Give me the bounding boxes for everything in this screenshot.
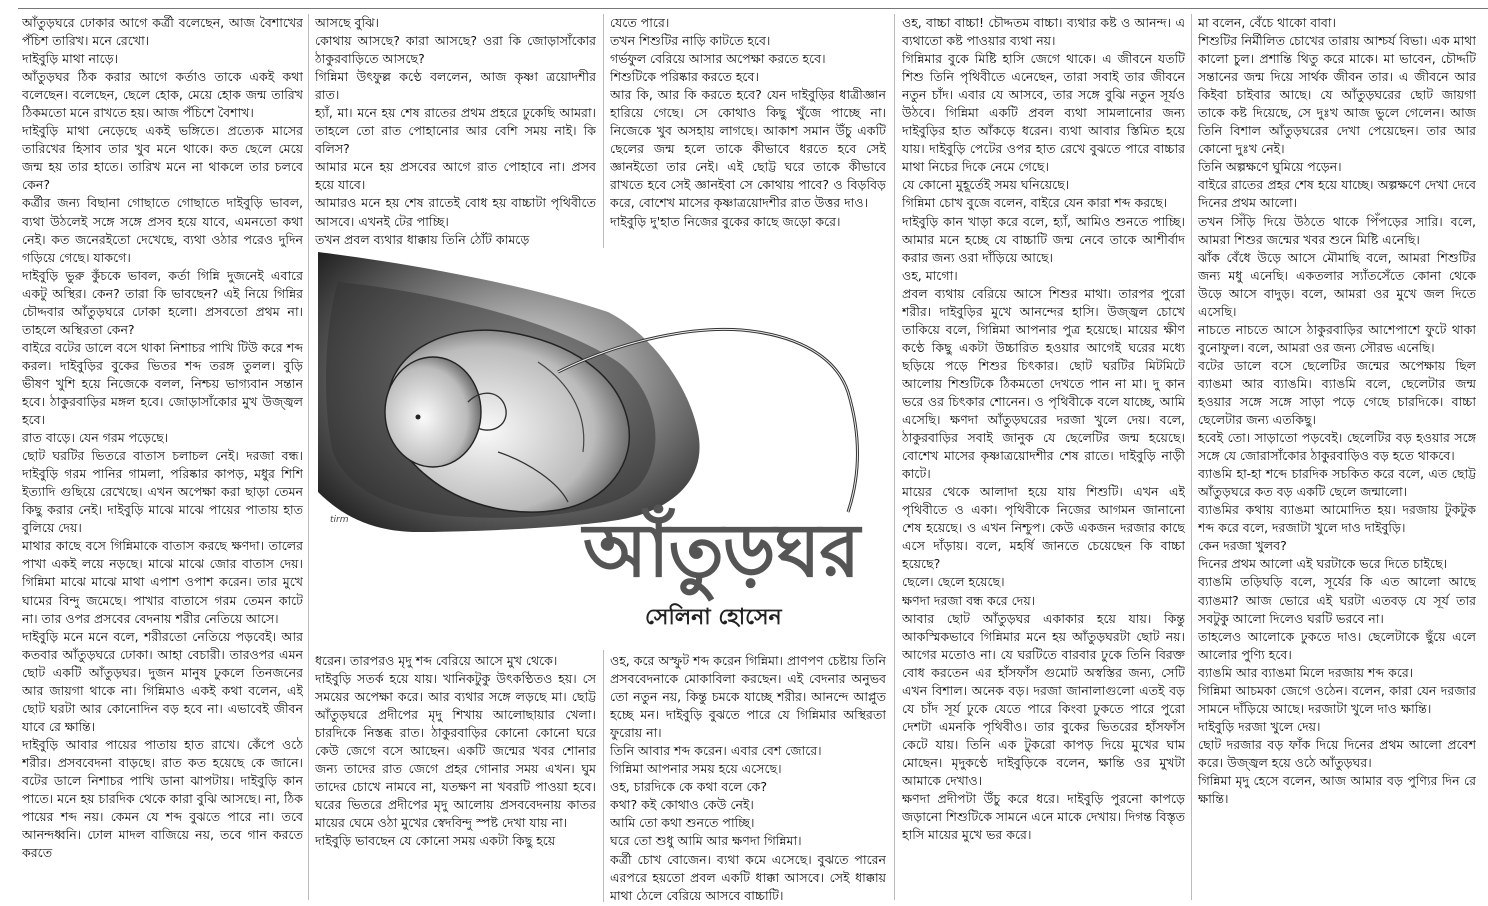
- paragraph: শিশুটিকে পরিষ্কার করতে হবে।: [610, 69, 759, 85]
- paragraph: দাইবুড়ি আবার পায়ের পাতায় হাত রাখে। কেঁপে ওঠে শরীর। প্রসববেদনা বাড়ছে। রাত কত হয়েছে কে জানে। বটের ডালে নিশাচর পাখি ডানা ঝাপটায়। দাইবুড়ি কান পাতে। মনে হয় চারদিক থেকে কারা বুঝি আসছে। না, ঠিক পায়ের শব্দ নয়। কেমন যে শব্দ বুঝতে পারে না। তবে আনন্দধ্বনি। ঢোল মাদল বাজিয়ে নয়, তবে গান করতে করতে: [22, 736, 303, 861]
- paragraph: নাচতে নাচতে আসে ঠাকুরবাড়ির আশেপাশে ফুটে থাকা বুনোফুল। বলে, আমরা ওর জন্য সৌরভ এনেছি।: [1198, 321, 1476, 355]
- column-divider: [308, 14, 309, 900]
- paragraph: হ্যাঁ, মা। মনে হয় শেষ রাতের প্রথম প্রহরে ঢুকেছি আমরা। তাহলে তো রাত পোহানোর আর বেশি সময় নাই। কি বলিস?: [315, 105, 596, 157]
- column-divider: [1191, 14, 1192, 900]
- paragraph: কোথায় আসছে? কারা আসছে? ওরা কি জোড়াসাঁকোর ঠাকুরবাড়িতে আসছে?: [315, 33, 596, 67]
- paragraph: ওহ, মাগো।: [902, 267, 958, 283]
- paragraph: গিন্নিমা আচমকা জেগে ওঠেন। বলেন, কারা যেন দরজার সামনে দাঁড়িয়ে আছে। দরজাটা খুলে দাও ক্ষান্তি।: [1198, 682, 1476, 716]
- article-column-2-top: [315, 14, 596, 248]
- paragraph: বাইরে বটের ডালে বসে থাকা নিশাচর পাখি টিউ করে শব্দ করল। দাইবুড়ির বুকের ভিতর শব্দ তরঙ্গ তুলল। বুড়ি ভীষণ খুশি হয়ে নিজেকে বলল, নিশ্চয় ভাগ্যবান সন্তান হবে। ঠাকুরবাড়ির মঙ্গল হবে। জোড়াসাঁকোর মুখ উজ্জ্বল হবে।: [22, 339, 303, 428]
- paragraph: কর্ত্রী চোখ বোজেন। ব্যথা কমে এসেছে। বুঝতে পারেন এরপরে হয়তো প্রবল একটি ধাক্কা আসবে। সেই ধাক্কায় মাথা ঠেলে বেরিয়ে আসবে বাচ্চাটি।: [610, 851, 886, 903]
- paragraph: তাহলেও আলোকে ঢুকতে দাও। ছেলেটাকে ছুঁয়ে এলে আলোর পুণ্যি হবে।: [1198, 628, 1476, 662]
- paragraph: তখন শিশুটির নাড়ি কাটতে হবে।: [610, 33, 771, 49]
- column-divider: [603, 14, 604, 248]
- paragraph: ওহ, চারদিকে কে কথা বলে কে?: [610, 779, 768, 795]
- paragraph: তখন সিঁড়ি দিয়ে উঠতে থাকে পিঁপড়ের সারি। বলে, আমরা শিশুর জন্মের খবর শুনে মিষ্টি এনেছি।: [1198, 213, 1476, 247]
- paragraph: ব্যাঙমির কথায় ব্যাঙমা আমোদিত হয়। দরজায় টুকটুক শব্দ করে বলে, দরজাটা খুলে দাও দাইবুড়ি।: [1198, 502, 1476, 536]
- paragraph: আমি তো কথা শুনতে পাচ্ছি।: [610, 815, 755, 831]
- paragraph: দাইবুড়ি সতর্ক হয়ে যায়। খানিকটুকু উৎকণ্ঠিতও হয়। সে সময়ের অপেক্ষা করে। আর ব্যথার সঙ্গে লড়ছে মা। ছোট্ট আঁতুড়ঘরে প্রদীপের মৃদু শিখায় আলোছায়ার খেলা। চারদিকে নিস্তব্ধ রাত। ঠাকুরবাড়ির কোনো কোনো ঘরে কেউ জেগে বসে আছেন। একটি জন্মের খবর শোনার জন্য তাদের রাত জেগে প্রহর গোনার সময় এখন। ঘুম তাদের চোখে নামবে না, যতক্ষণ না খবরটি পাওয়া হবে। ঘরের ভিতরে প্রদীপের মৃদু আলোয় প্রসববেদনায় কাতর মায়ের ঘেমে ওঠা মুখের স্বেদবিন্দু স্পষ্ট দেখা যায় না।: [315, 671, 596, 831]
- top-rule: [18, 8, 1488, 9]
- paragraph: ব্যাঙমি তড়িঘড়ি বলে, সূর্যের কি এত আলো আছে ব্যাঙমা? আজ ভোরে এই ঘরটা এতবড় যে সূর্য তার সবটুকু আলো দিলেও ঘরটি ভরবে না।: [1198, 574, 1476, 626]
- paragraph: ঝাঁক বেঁধে উড়ে আসে মৌমাছি বলে, আমরা শিশুটির জন্য মধু এনেছি। একতলার স্যাঁতসেঁতে কোনা থেকে উড়ে আসে বাদুড়। বলে, আমরা ওর মুখে জল দিতে এসেছি।: [1198, 249, 1476, 319]
- column-divider: [603, 650, 604, 902]
- paragraph: দাইবুড়ি মাথা নাড়ে।: [22, 51, 119, 67]
- paragraph: ব্যাঙমি আর ব্যাঙমা মিলে দরজায় শব্দ করে।: [1198, 664, 1414, 680]
- paragraph: দিনের প্রথম আলো এই ঘরটাকে ভরে দিতে চাইছে।: [1198, 556, 1448, 572]
- paragraph: ছোট দরজার বড় ফাঁক দিয়ে দিনের প্রথম আলো প্রবেশ করে। উজ্জ্বল হয়ে ওঠে আঁতুড়ঘর।: [1198, 736, 1476, 770]
- paragraph: দাইবুড়ি ভাবছেন যে কোনো সময় একটা কিছু হয়ে: [315, 833, 556, 849]
- paragraph: কথা? কই কোথাও কেউ নেই।: [610, 797, 754, 813]
- paragraph: আঁতুড়ঘরে ঢোকার আগে কর্ত্রী বলেছেন, আজ বৈশাখের পঁচিশ তারিখ। মনে রেখো।: [22, 15, 303, 49]
- article-title: আঁতুড়ঘর: [583, 508, 860, 594]
- column-divider: [894, 14, 895, 900]
- article-author: সেলিনা হোসেন: [645, 605, 782, 630]
- paragraph: আবার ছোট আঁতুড়ঘর একাকার হয়ে যায়। কিন্তু আকস্মিকভাবে গিন্নিমার মনে হয় আঁতুড়ঘরটা ছোট নয়। আগের মতোও না। যে ঘরটিতে বারবার ঢুকে তিনি বিরক্ত বোধ করতেন এর হাঁসফাঁস গুমোট অস্বস্তির জন্য, সেটি এখন বিশাল। অনেক বড়। দরজা জানালাগুলো এতই বড় যে চাঁদ সূর্য ঢুকে যেতে পারে কিংবা ঢুকতে পারে পুরো দেশটা এমনকি পৃথিবীও। তার বুকের ভিতরের হাঁসফাঁস কেটে যায়। তিনি এক টুকরো কাপড় দিয়ে মুখের ঘাম মোছেন। মৃদুকণ্ঠে দাইবুড়িকে বলেন, ক্ষান্তি ওর মুখটা আমাকে দেখাও।: [902, 610, 1185, 788]
- paragraph: ছোট ঘরটির ভিতরে বাতাস চলাচল নেই। দরজা বন্ধ। দাইবুড়ি গরম পানির গামলা, পরিষ্কার কাপড়, মধুর শিশি ইত্যাদি গুছিয়ে রেখেছে। এখন অপেক্ষা করা ছাড়া তেমন কিছু করার নেই। দাইবুড়ি মাঝে মাঝে পায়ের পাতায় হাত বুলিয়ে দেয়।: [22, 448, 303, 536]
- paragraph: গিন্নিমা উৎফুল্ল কণ্ঠে বললেন, আজ কৃষ্ণা ত্রয়োদশীর রাত।: [315, 69, 596, 103]
- paragraph: ওহ, করে অস্ফুট শব্দ করেন গিন্নিমা। প্রাণপণ চেষ্টায় তিনি প্রসববেদনাকে মোকাবিলা করছেন। এই বেদনার অনুভব তো নতুন নয়, কিন্তু চমকে যাচ্ছে শরীর। আনন্দে আপ্লুত হচ্ছে মন। দাইবুড়ি বুঝতে পারে যে গিন্নিমার অস্থিরতা ফুরোয় না।: [610, 653, 886, 741]
- paragraph: যে কোনো মুহূর্তেই সময় ঘনিয়েছে।: [902, 177, 1070, 193]
- article-column-4: [902, 14, 1185, 904]
- paragraph: কর্ত্রীর জন্য বিছানা গোছাতে গোছাতে দাইবুড়ি ভাবল, ব্যথা উঠলেই সঙ্গে সঙ্গে প্রসব হয়ে যাবে, এমনতো কথা নেই। কত জনেরইতো দেখেছে, ব্যথা ওঠার পরেও দুদিন গড়িয়ে গেছে। যাকগে।: [22, 195, 303, 265]
- paragraph: গিন্নিমা মৃদু হেসে বলেন, আজ আমার বড় পুণ্যির দিন রে ক্ষান্তি।: [1198, 772, 1476, 807]
- paragraph: যেতে পারে।: [610, 15, 670, 30]
- paragraph: ওহ, বাচ্চা বাচ্চা! চৌদ্দতম বাচ্চা। ব্যথার কষ্ট ও আনন্দ। এ ব্যথাতো কষ্ট পাওয়ার ব্যথা নয়।: [902, 15, 1185, 49]
- paragraph: মায়ের থেকে আলাদা হয়ে যায় শিশুটি। এখন এই পৃথিবীতে ও একা। পৃথিবীকে নিজের আগমন জানানো শেষ হয়েছে। ও এখন নিশ্চুপ। কেউ একজন দরজার কাছে এসে দাঁড়ায়। বলে, মহর্ষি জানতে চেয়েছেন কি বাচ্চা হয়েছে?: [902, 484, 1185, 572]
- paragraph: তিনি অল্পক্ষণে ঘুমিয়ে পড়েন।: [1198, 159, 1342, 175]
- paragraph: আমার মনে হয় প্রসবের আগে রাত পোহাবে না। প্রসব হয়ে যাবে।: [315, 159, 596, 193]
- paragraph: ছেলে। ছেলে হয়েছে।: [902, 574, 1005, 590]
- paragraph: দাইবুড়ি কান খাড়া করে বলে, হ্যাঁ, আমিও শুনতে পাচ্ছি। আমার মনে হচ্ছে যে বাচ্চাটি জন্ম নেবে তাকে আশীর্বাদ করার জন্য ওরা দাঁড়িয়ে আছে।: [902, 213, 1185, 265]
- paragraph: দাইবুড়ি দু'হাত নিজের বুকের কাছে জড়ো করে।: [610, 213, 841, 229]
- article-column-3-bottom: [610, 652, 886, 904]
- article-column-2-bottom: [315, 652, 596, 904]
- paragraph: আর কি, আর কি করতে হবে? যেন দাইবুড়ির ধাত্রীজ্ঞান হারিয়ে গেছে। সে কোথাও কিছু খুঁজে পাচ্ছে না। নিজেকে খুব অসহায় লাগছে। আকাশ সমান উঁচু একটি ছেলের জন্ম হলে তাকে কীভাবে ধরতে হবে সেই জ্ঞানইতো তার নেই। এই ছোট্ট ঘরে তাকে কীভাবে রাখতে হবে সেই জ্ঞানইবা সে কোথায় পাবে? ও বিড়বিড় করে, বোশেখ মাসের কৃষ্ণাত্রয়োদশীর রাত উত্তর দাও।: [610, 87, 886, 211]
- paragraph: দাইবুড়ি ভুরু কুঁচকে ভাবল, কর্তা গিন্নি দুজনেই এবারে একটু অস্থির। কেন? তারা কি ভাবছেন? এই নিয়ে গিন্নির চৌদ্দবার আঁতুড়ঘরে ঢোকা হলো। প্রসবতো প্রথম না। তাহলে অস্থিরতা কেন?: [22, 267, 303, 337]
- paragraph: আমারও মনে হয় শেষ রাতেই বোধ হয় বাচ্চাটা পৃথিবীতে আসবে। এখনই টের পাচ্ছি।: [315, 195, 596, 229]
- paragraph: ঘরে তো শুধু আমি আর ক্ষণদা গিন্নিমা।: [610, 833, 802, 849]
- paragraph: ক্ষণদা প্রদীপটা উঁচু করে ধরে। দাইবুড়ি পুরনো কাপড়ে জড়ানো শিশুটিকে সামনে এনে মাকে দেখায়। দিগন্ত বিস্তৃত হাসি মায়ের মুখে ভর করে।: [902, 791, 1185, 843]
- paragraph: বাইরে রাতের প্রহর শেষ হয়ে যাচ্ছে। অল্পক্ষণে দেখা দেবে দিনের প্রথম আলো।: [1198, 177, 1476, 211]
- paragraph: গিন্নিমা আপনার সময় হয়ে এসেছে।: [610, 761, 782, 777]
- paragraph: মাথার কাছে বসে গিন্নিমাকে বাতাস করছে ক্ষণদা। তালের পাখা একই লয়ে নড়ছে। মাঝে মাঝে জোর বাতাস দেয়। গিন্নিমা মাঝে মাঝে মাথা এপাশ ওপাশ করেন। তার মুখে ঘামের বিন্দু জমেছে। পাখার বাতাসে গরম তেমন কাটে না। তার ওপর প্রসবের বেদনায় শরীর নেতিয়ে আসে।: [22, 538, 303, 626]
- illustrator-signature: tirm: [330, 515, 349, 525]
- paragraph: তখন প্রবল ব্যথার ধাক্কায় তিনি ঠোঁট কামড়ে: [315, 231, 530, 247]
- paragraph: রাত বাড়ে। যেন গরম পড়েছে।: [22, 430, 169, 446]
- article-column-5: [1198, 14, 1476, 904]
- paragraph: দাইবুড়ি মাথা নেড়েছে একই ভঙ্গিতে। প্রত্যেক মাসের তারিখের হিসাব তার খুব মনে থাকে। কত ছেলে মেয়ে জন্ম হয় তার হাতে। তারিখ মনে না থাকলে তার চলবে কেন?: [22, 123, 303, 193]
- paragraph: ব্যাঙমি হা-হা শব্দে চারদিক সচকিত করে বলে, এত ছোট্ট আঁতুড়ঘরে কত বড় একটি ছেলে জন্মালো।: [1198, 466, 1476, 500]
- article-column-1: [22, 14, 303, 904]
- paragraph: আসছে বুঝি।: [315, 15, 380, 30]
- paragraph: ক্ষণদা দরজা বন্ধ করে দেয়।: [902, 592, 1036, 608]
- paragraph: বটের ডালে বসে ছেলেটির জন্মের অপেক্ষায় ছিল ব্যাঙমা আর ব্যাঙমি। ব্যাঙমি বলে, ছেলেটার জন্ম হওয়ার সঙ্গে সঙ্গে সাড়া পড়ে গেছে চারদিকে। বাচ্চা ছেলেটার জন্য এতকিছু।: [1198, 357, 1476, 428]
- fetus-in-womb-illustration: [318, 252, 884, 542]
- paragraph: গর্ভফুল বেরিয়ে আসার অপেক্ষা করতে হবে।: [610, 51, 826, 67]
- paragraph: তিনি আবার শব্দ করেন। এবার বেশ জোরে।: [610, 743, 822, 759]
- paragraph: আঁতুড়ঘর ঠিক করার আগে কর্তাও তাকে একই কথা বলেছেন। বলেছেন, ছেলে হোক, মেয়ে হোক জন্ম তারিখ ঠিকমতো মনে রাখতে হয়। আজ পঁচিশে বৈশাখ।: [22, 69, 303, 121]
- paragraph: গিন্নিমার বুকে মিষ্টি হাসি জেগে থাকে। এ জীবনে যতটি শিশু তিনি পৃথিবীতে এনেছেন, তারা সবাই তার জীবনে নতুন চাঁদ। এবার যে আসবে, তার সঙ্গে বুঝি নতুন সূর্যও উঠবে। গিন্নিমা একটি প্রবল ব্যথা সামলানোর জন্য দাইবুড়ির হাত আঁকড়ে ধরেন। ব্যথা আবার স্তিমিত হয়ে যায়। দাইবুড়ি পেটের ওপর হাত রেখে বুঝতে পারে বাচ্চার মাথা নিচের দিকে নেমে গেছে।: [902, 51, 1185, 175]
- article-column-3-top: [610, 14, 886, 248]
- paragraph: গিন্নিমা চোখ বুজে বলেন, বাইরে যেন কারা শব্দ করছে।: [902, 195, 1168, 211]
- paragraph: দাইবুড়ি মনে মনে বলে, শরীরতো নেতিয়ে পড়বেই। আর কতবার আঁতুড়ঘরে ঢোকা। আহা বেচারী। তারওপর এমন ছোট একটি আঁতুড়ঘর। দুজন মানুষ ঢুকলে তিনজনের আর জায়গা থাকে না। গিন্নিমাও একই কথা বলেন, এই ছোট ঘরটা আর কোনোদিন বড় হবে না। এভাবেই জীবন যাবে রে ক্ষান্তি।: [22, 628, 303, 734]
- paragraph: ধরেন। তারপরও মৃদু শব্দ বেরিয়ে আসে মুখ থেকে।: [315, 653, 558, 668]
- paragraph: কেন দরজা খুলব?: [1198, 538, 1287, 554]
- paragraph: প্রবল ব্যথায় বেরিয়ে আসে শিশুর মাথা। তারপর পুরো শরীর। দাইবুড়ির মুখে আনন্দের হাসি। উজ্জ্বল চোখে তাকিয়ে বলে, গিন্নিমা আপনার পুত্র হয়েছে। মায়ের ক্ষীণ কণ্ঠে কিছু একটা উচ্চারিত হওয়ার আগেই ঘরের মধ্যে ছড়িয়ে পড়ে শিশুর চিৎকার। ছোট ঘরটির মিটমিটে আলোয় শিশুটিকে ঠিকমতো দেখতে পান না মা। দু কান ভরে ওর চিৎকার শোনেন। ও পৃথিবীকে বলে যাচ্ছে, আমি এসেছি। ক্ষণদা আঁতুড়ঘরের দরজা খুলে দেয়। বলে, ঠাকুরবাড়ির সবাই জানুক যে ছেলেটির জন্ম হয়েছে। বোশেখ মাসের কৃষ্ণাত্রয়োদশীর শেষ রাতে। দাইবুড়ি নাড়ী কাটে।: [902, 285, 1185, 482]
- paragraph: দাইবুড়ি দরজা খুলে দেয়।: [1198, 718, 1321, 734]
- paragraph: হবেই তো। সাড়াতো পড়বেই। ছেলেটির বড় হওয়ার সঙ্গে সঙ্গে যে জোরাসাঁকোর ঠাকুরবাড়িও বড় হতে থাকবে।: [1198, 430, 1476, 464]
- paragraph: শিশুটির নির্মীলিত চোখের তারায় আশ্চর্য বিভা। এক মাথা কালো চুল। প্রশান্তি থিতু করে মাকে। মা ভাবেন, চৌদ্দটি সন্তানের জন্ম দিয়ে সার্থক জীবন তার। এ জীবনে আর কিইবা চাইবার আছে। যে আঁতুড়ঘরের ছোট জায়গা তাকে কষ্ট দিয়েছে, সে দুঃখ আজ ভুলে গেলেন। আজ তিনি বিশাল আঁতুড়ঘরের দেখা পেয়েছেন। তার আর কোনো দুঃখ নেই।: [1198, 33, 1476, 157]
- paragraph: মা বলেন, বেঁচে থাকো বাবা।: [1198, 15, 1336, 30]
